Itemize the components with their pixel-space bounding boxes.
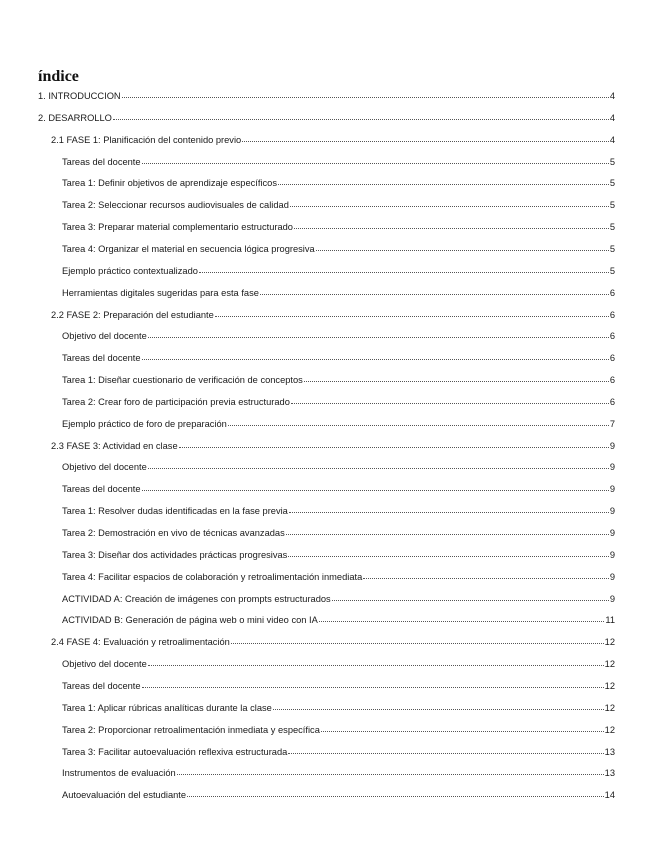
toc-page-number: 5 (609, 156, 615, 167)
toc-leader-dots (231, 635, 604, 644)
toc-leader-dots (363, 570, 609, 579)
toc-leader-dots (332, 592, 609, 601)
toc-entry[interactable] (62, 352, 615, 364)
toc-entry-label: Ejemplo práctico de foro de preparación (62, 418, 227, 429)
toc-page-number: 12 (604, 702, 615, 713)
toc-entry-label: Tareas del docente (62, 484, 141, 495)
toc-entry[interactable] (62, 767, 615, 779)
toc-page-number: 9 (609, 571, 615, 582)
toc-entry[interactable] (51, 134, 615, 146)
toc-entry-label: Objetivo del docente (62, 659, 147, 670)
toc-entry[interactable] (62, 483, 615, 495)
toc-entry[interactable] (62, 549, 615, 561)
toc-page-number: 6 (609, 396, 615, 407)
toc-leader-dots (290, 198, 609, 207)
toc-page-number: 4 (609, 134, 615, 145)
toc-page-number: 5 (609, 222, 615, 233)
toc-page-number: 13 (604, 746, 615, 757)
toc-page-number: 5 (609, 178, 615, 189)
toc-page-number: 12 (604, 637, 615, 648)
toc-page-number: 9 (609, 549, 615, 560)
toc-entry-label: Instrumentos de evaluación (62, 768, 176, 779)
toc-entry-label: Tarea 1: Aplicar rúbricas analíticas durante la clase (62, 702, 272, 713)
toc-leader-dots (148, 657, 604, 666)
toc-entry[interactable] (62, 265, 615, 277)
toc-entry[interactable] (62, 418, 615, 430)
toc-page-number: 9 (609, 440, 615, 451)
toc-entry[interactable] (62, 461, 615, 473)
toc-leader-dots (199, 264, 609, 273)
toc-leader-dots (286, 526, 609, 535)
toc-entry[interactable] (62, 680, 615, 692)
toc-page-number: 9 (609, 506, 615, 517)
toc-entry-label: 2.2 FASE 2: Preparación del estudiante (51, 309, 214, 320)
toc-entry-label: Ejemplo práctico contextualizado (62, 265, 198, 276)
toc-page-number: 4 (609, 112, 615, 123)
toc-entry-label: Tarea 3: Preparar material complementario estructurado (62, 222, 293, 233)
toc-entry[interactable] (51, 440, 615, 452)
toc-entry[interactable] (62, 177, 615, 189)
toc-page-number: 5 (609, 200, 615, 211)
toc-entry-label: 2. DESARROLLO (38, 112, 112, 123)
toc-leader-dots (142, 351, 609, 360)
toc-leader-dots (288, 745, 603, 754)
toc-entry[interactable] (62, 374, 615, 386)
toc-entry-label: Autoevaluación del estudiante (62, 790, 187, 801)
toc-leader-dots (113, 111, 609, 120)
toc-entry-label: Tarea 2: Seleccionar recursos audiovisuales de calidad (62, 200, 289, 211)
toc-entry[interactable] (62, 221, 615, 233)
toc-page-number: 9 (609, 528, 615, 538)
toc-entry[interactable] (62, 658, 615, 670)
toc-entry[interactable] (62, 593, 615, 605)
toc-leader-dots (148, 460, 609, 469)
toc-entry-label: Tarea 2: Demostración en vivo de técnicas avanzadas (62, 528, 285, 538)
toc-entry[interactable] (62, 330, 615, 342)
toc-entry[interactable] (62, 702, 615, 714)
toc-page-number: 12 (604, 659, 615, 670)
toc-entry-label: Tareas del docente (62, 156, 141, 167)
toc-entry-label: Objetivo del docente (62, 331, 147, 342)
toc-entry[interactable] (62, 571, 615, 583)
toc-page-number: 14 (604, 790, 615, 801)
toc-leader-dots (148, 329, 609, 338)
toc-page-number: 6 (609, 353, 615, 364)
toc-leader-dots (242, 133, 609, 142)
toc-entry-label: 1. INTRODUCCION (38, 91, 121, 101)
toc-entry-label: Tarea 4: Facilitar espacios de colaboración y retroalimentación inmediata (62, 571, 363, 582)
toc-entry-label: Tarea 1: Definir objetivos de aprendizaje específicos (62, 178, 277, 189)
toc-page-number: 6 (609, 331, 615, 342)
toc-page-number: 6 (609, 287, 615, 298)
toc-entry-label: Objetivo del docente (62, 462, 147, 473)
toc-page-number: 5 (609, 243, 615, 254)
toc-page-number: 9 (609, 462, 615, 473)
toc-leader-dots (321, 723, 604, 732)
toc-entry[interactable] (51, 309, 615, 321)
toc-entry[interactable] (62, 199, 615, 211)
toc-entry-label: 2.1 FASE 1: Planificación del contenido previo (51, 134, 242, 145)
toc-entry[interactable] (62, 505, 615, 517)
toc-entry-label: ACTIVIDAD A: Creación de imágenes con prompts estructurados (62, 593, 331, 604)
toc-leader-dots (122, 89, 609, 98)
toc-page-number: 13 (604, 768, 615, 779)
toc-leader-dots (319, 613, 605, 622)
toc-entry[interactable] (62, 746, 615, 758)
toc-leader-dots (288, 548, 609, 557)
toc-leader-dots (294, 220, 609, 229)
toc-entry-label: Tareas del docente (62, 353, 141, 364)
toc-page-number: 9 (609, 593, 615, 604)
toc-leader-dots (260, 286, 609, 295)
toc-page-number: 5 (609, 265, 615, 276)
toc-leader-dots (179, 439, 609, 448)
toc-leader-dots (187, 788, 604, 797)
toc-page-number: 6 (609, 375, 615, 386)
toc-entry-label: Tarea 4: Organizar el material en secuencia lógica progresiva (62, 243, 315, 254)
toc-entry[interactable] (62, 614, 615, 626)
toc-page-number: 9 (609, 484, 615, 495)
toc-entry-label: 2.3 FASE 3: Actividad en clase (51, 440, 178, 451)
toc-leader-dots (278, 176, 609, 185)
toc-entry-label: Tarea 2: Proporcionar retroalimentación inmediata y específica (62, 724, 320, 735)
toc-leader-dots (142, 155, 609, 164)
toc-leader-dots (228, 417, 609, 426)
toc-leader-dots (304, 373, 609, 382)
toc-entry[interactable] (62, 396, 615, 408)
toc-entry[interactable] (62, 287, 615, 299)
toc-page-number: 12 (604, 680, 615, 691)
toc-page-number: 12 (604, 724, 615, 735)
index-title: índice (38, 68, 79, 85)
toc-entry-label: Tarea 3: Facilitar autoevaluación reflexiva estructurada (62, 746, 288, 757)
toc-leader-dots (316, 242, 609, 251)
toc-entry[interactable] (62, 527, 615, 539)
toc-entry[interactable] (38, 90, 615, 102)
toc-leader-dots (273, 701, 604, 710)
toc-leader-dots (291, 395, 609, 404)
toc-leader-dots (289, 504, 609, 513)
toc-entry[interactable] (62, 724, 615, 736)
toc-entry[interactable] (62, 243, 615, 255)
toc-leader-dots (177, 766, 604, 775)
toc-entry[interactable] (51, 636, 615, 648)
toc-page-number: 7 (609, 418, 615, 429)
toc-page-number: 11 (605, 615, 615, 626)
toc-entry-label: Herramientas digitales sugeridas para esta fase (62, 287, 259, 298)
toc-leader-dots (215, 308, 609, 317)
toc-leader-dots (142, 679, 604, 688)
toc-entry-label: Tarea 3: Diseñar dos actividades prácticas progresivas (62, 549, 288, 560)
toc-entry-label: Tarea 2: Crear foro de participación previa estructurado (62, 396, 290, 407)
toc-entry-label: Tarea 1: Resolver dudas identificadas en la fase previa (62, 506, 288, 517)
toc-entry[interactable] (62, 156, 615, 168)
toc-entry-label: Tareas del docente (62, 680, 141, 691)
toc-entry-label: 2.4 FASE 4: Evaluación y retroalimentación (51, 637, 230, 648)
toc-entry[interactable] (62, 789, 615, 801)
toc-page-number: 6 (609, 309, 615, 320)
toc-entry[interactable] (38, 112, 615, 124)
toc-page-number: 4 (609, 91, 615, 101)
toc-entry-label: Tarea 1: Diseñar cuestionario de verificación de conceptos (62, 375, 303, 386)
toc-leader-dots (142, 482, 609, 491)
toc-entry-label: ACTIVIDAD B: Generación de página web o mini video con IA (62, 615, 318, 626)
